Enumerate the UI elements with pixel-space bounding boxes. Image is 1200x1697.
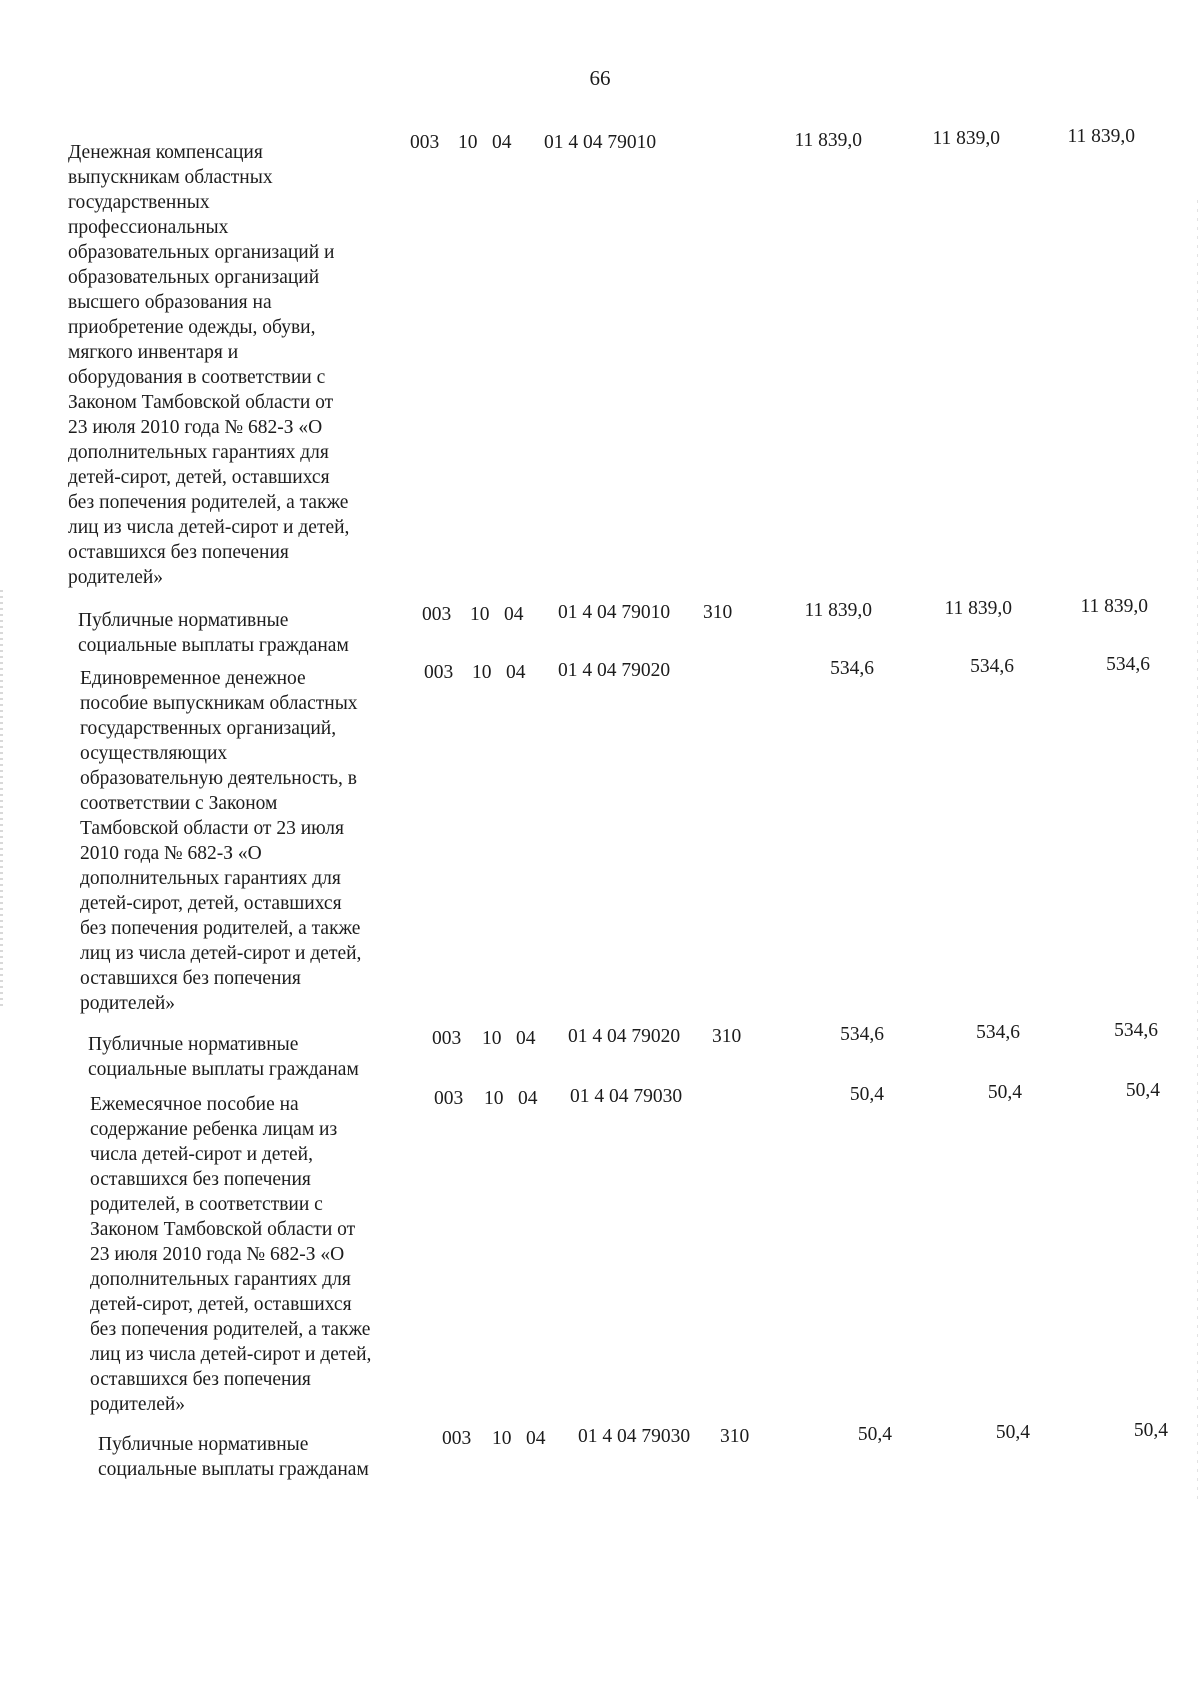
section-code: 10 xyxy=(470,604,490,625)
amount-year-2: 534,6 xyxy=(976,1022,1020,1043)
subsection-code: 04 xyxy=(492,132,512,153)
target-article-code: 01 4 04 79020 xyxy=(558,660,671,681)
row-description: Ежемесячное пособие на содержание ребенка лицам из числа детей-сирот и детей, оставшихся без попечения родителей, в соответствии с Законом Тамбовской области от 23 июля 2010 года № 682-З «О дополнительных гарантиях для детей-сирот, детей, оставшихся без попечения родителей, а также лиц из числа детей-сирот и детей, оставшихся без попечения родителей» xyxy=(90,1094,372,1415)
scan-edge-artifact xyxy=(0,590,3,1010)
subsection-code: 04 xyxy=(526,1428,546,1449)
amount-year-1: 534,6 xyxy=(840,1024,884,1045)
expense-type-code: 310 xyxy=(712,1026,742,1047)
amount-year-2: 534,6 xyxy=(970,656,1014,677)
amount-year-2: 11 839,0 xyxy=(944,598,1012,619)
page-number: 66 xyxy=(589,66,611,90)
ministry-code: 003 xyxy=(434,1088,464,1109)
row-description: Публичные нормативные социальные выплаты гражданам xyxy=(88,1034,359,1080)
amount-year-3: 534,6 xyxy=(1114,1020,1158,1041)
ministry-code: 003 xyxy=(422,604,452,625)
section-code: 10 xyxy=(482,1028,502,1049)
row-description: Денежная компенсация выпускникам областных государственных профессиональных образовательных организаций и образовательных организаций высшего образования на приобретение одежды, обуви, мягкого инвентаря и оборудования в соответствии с Законом Тамбовской области от 23 июля 2010 года № 682-З «О дополнительных гарантиях для детей-сирот, детей, оставшихся без попечения родителей, а также лиц из числа детей-сирот и детей, оставшихся без попечения родителей» xyxy=(68,142,350,588)
subsection-code: 04 xyxy=(516,1028,536,1049)
ministry-code: 003 xyxy=(410,132,440,153)
ministry-code: 003 xyxy=(442,1428,472,1449)
row-description: Публичные нормативные социальные выплаты гражданам xyxy=(78,610,349,656)
subsection-code: 04 xyxy=(506,662,526,683)
amount-year-3: 534,6 xyxy=(1106,654,1150,675)
target-article-code: 01 4 04 79010 xyxy=(558,602,671,623)
amount-year-1: 11 839,0 xyxy=(794,130,862,151)
scan-edge-artifact xyxy=(1197,200,1198,1500)
ministry-code: 003 xyxy=(424,662,454,683)
amount-year-2: 50,4 xyxy=(995,1422,1030,1443)
row-description: Единовременное денежное пособие выпускникам областных государственных организаций, осуществляющих образовательную деятельность, в соответствии с Законом Тамбовской области от 23 июля 2010 года № 682-З «О дополнительных гарантиях для детей-сирот, детей, оставшихся без попечения родителей, а также лиц из числа детей-сирот и детей, оставшихся без попечения родителей» xyxy=(80,668,362,1014)
target-article-code: 01 4 04 79010 xyxy=(544,132,657,153)
section-code: 10 xyxy=(484,1088,504,1109)
section-code: 10 xyxy=(472,662,492,683)
section-code: 10 xyxy=(492,1428,512,1449)
target-article-code: 01 4 04 79020 xyxy=(568,1026,681,1047)
amount-year-1: 11 839,0 xyxy=(804,600,872,621)
row-description: Публичные нормативные социальные выплаты гражданам xyxy=(98,1434,369,1480)
amount-year-2: 50,4 xyxy=(987,1082,1022,1103)
amount-year-3: 11 839,0 xyxy=(1080,596,1148,617)
amount-year-2: 11 839,0 xyxy=(932,128,1000,149)
amount-year-3: 50,4 xyxy=(1125,1080,1160,1101)
target-article-code: 01 4 04 79030 xyxy=(578,1426,691,1447)
amount-year-3: 11 839,0 xyxy=(1067,126,1135,147)
ministry-code: 003 xyxy=(432,1028,462,1049)
target-article-code: 01 4 04 79030 xyxy=(570,1086,683,1107)
amount-year-1: 50,4 xyxy=(857,1424,892,1445)
subsection-code: 04 xyxy=(504,604,524,625)
amount-year-3: 50,4 xyxy=(1133,1420,1168,1441)
expense-type-code: 310 xyxy=(703,602,733,623)
amount-year-1: 50,4 xyxy=(849,1084,884,1105)
expense-type-code: 310 xyxy=(720,1426,750,1447)
subsection-code: 04 xyxy=(518,1088,538,1109)
section-code: 10 xyxy=(458,132,478,153)
amount-year-1: 534,6 xyxy=(830,658,874,679)
